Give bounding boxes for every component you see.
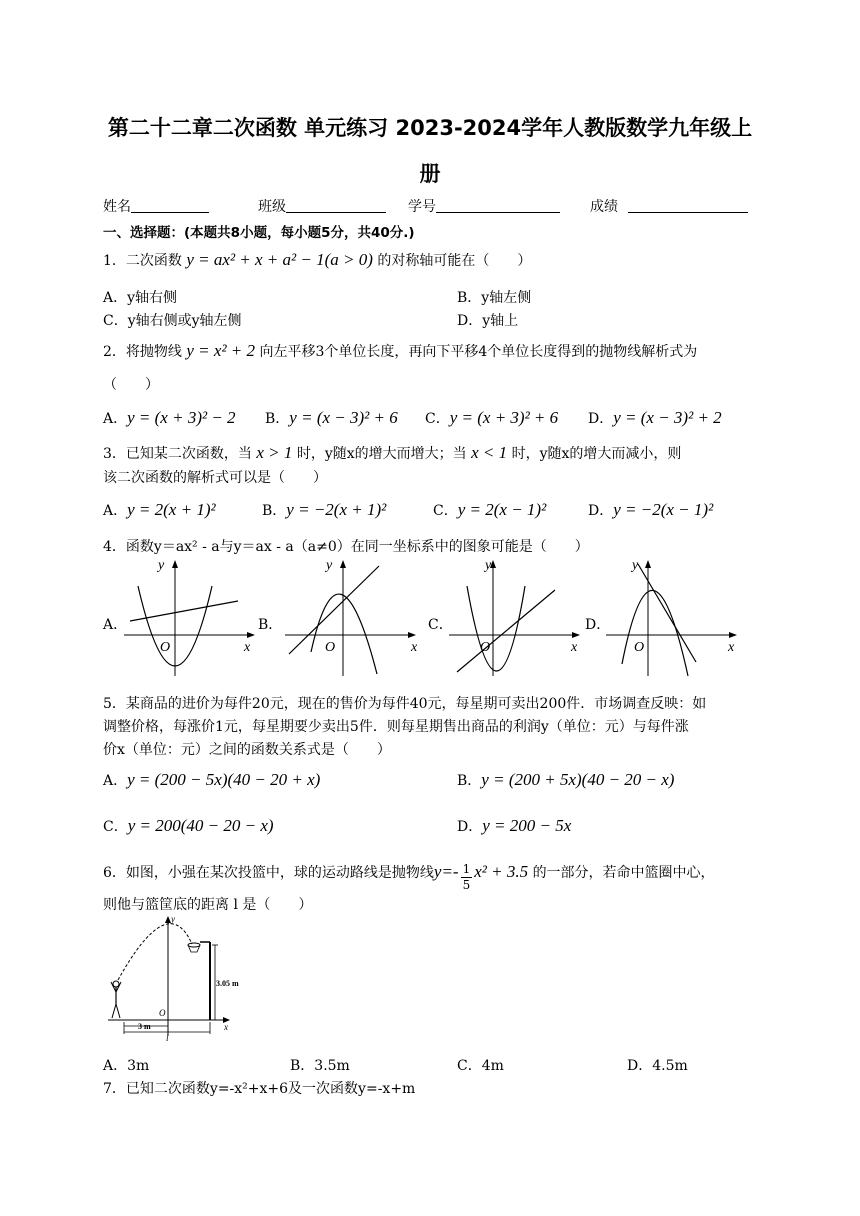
- q6-line2: 则他与篮筐底的距离 l 是（ ）: [103, 897, 313, 913]
- score-blank[interactable]: [628, 198, 748, 213]
- page-title: 第二十二章二次函数 单元练习 2023-2024学年人教版数学九年级上: [107, 116, 753, 140]
- q1-option-a[interactable]: A．y轴右侧: [103, 290, 178, 306]
- q5-option-c[interactable]: C．y = 200(40 − 20 − x): [103, 816, 274, 835]
- q6-fraction: $\frac{1}{5}$: [462, 862, 471, 892]
- question-1: 1．二次函数 y = ax² + x + a² − 1(a > 0) 的对称轴可能在（ ）: [103, 250, 532, 269]
- name-blank[interactable]: [131, 198, 209, 213]
- parabola: [467, 586, 525, 671]
- l-label: l: [166, 1033, 169, 1043]
- class-field: [258, 196, 386, 216]
- q4-option-d-label[interactable]: D．: [585, 617, 611, 633]
- x-label: x: [571, 640, 578, 655]
- q3-option-c[interactable]: C．y = 2(x − 1)²: [433, 500, 547, 519]
- name-field: [103, 196, 209, 216]
- q2-option-b[interactable]: B．y = (x − 3)² + 6: [265, 408, 398, 427]
- q1-option-d[interactable]: D．y轴上: [457, 313, 519, 329]
- x-label: x: [728, 640, 735, 655]
- q4-graph-c[interactable]: [447, 556, 587, 681]
- q5-option-d[interactable]: D．y = 200 − 5x: [457, 816, 572, 835]
- q4-graph-b[interactable]: [283, 556, 423, 681]
- y-label: y: [158, 558, 165, 573]
- q5-option-a[interactable]: A．y = (200 − 5x)(40 − 20 + x): [103, 770, 321, 789]
- x-label: x: [411, 640, 418, 655]
- x-label: x: [244, 640, 251, 655]
- q2-option-a[interactable]: A．y = (x + 3)² − 2: [103, 408, 236, 427]
- question-5: 5．某商品的进价为每件20元，现在的售价为每件40元，每星期可卖出200件．市场调查反映：如: [103, 696, 707, 712]
- q4-option-a-label[interactable]: A．: [103, 617, 128, 633]
- player-icon: [111, 981, 121, 1018]
- q6-option-b[interactable]: B．3.5m: [290, 1058, 350, 1074]
- basket-icon: [188, 942, 210, 1020]
- y-label: y: [632, 558, 639, 573]
- question-7: 7．已知二次函数y=-x²+x+6及一次函数y=-x+m: [103, 1081, 416, 1097]
- line-graph: [130, 601, 238, 621]
- y-label: y: [171, 914, 175, 924]
- q4-graph-d[interactable]: [604, 556, 744, 681]
- y-axis-arrow-icon: [172, 560, 178, 568]
- q4-option-c-label[interactable]: C．: [428, 617, 453, 633]
- q2-paren: （ ）: [103, 377, 159, 393]
- section-heading: 一、选择题：(本题共8小题，每小题5分，共40分.): [103, 225, 415, 241]
- q6-option-d[interactable]: D．4.5m: [627, 1058, 688, 1074]
- number-label: 学号: [408, 199, 436, 215]
- x-axis-arrow-icon: [572, 632, 580, 638]
- origin-label: O: [325, 640, 336, 655]
- score-label: 成绩: [590, 199, 618, 215]
- question-4: 4．函数y＝ax² - a与y＝ax - a（a≠0）在同一坐标系中的图象可能是（ ）: [103, 539, 589, 555]
- name-label: 姓名: [103, 199, 131, 215]
- number-field: [408, 196, 560, 216]
- origin-label: O: [159, 1008, 166, 1018]
- y-label: y: [485, 558, 492, 573]
- question-2: 2．将抛物线 y = x² + 2 向左平移3个单位长度，再向下平移4个单位长度得到的抛物线解析式为: [103, 341, 698, 360]
- q6-option-a[interactable]: A．3m: [103, 1058, 150, 1074]
- q2-formula: y = x² + 2: [186, 341, 256, 360]
- q2-option-d[interactable]: D．y = (x − 3)² + 2: [588, 408, 722, 427]
- q5-line3: 价x（单位：元）之间的函数关系式是（ ）: [103, 742, 391, 758]
- x-axis-arrow-icon: [408, 632, 416, 638]
- y-label: y: [326, 558, 333, 573]
- origin-label: O: [160, 640, 171, 655]
- x-axis-arrow-icon: [729, 632, 737, 638]
- height-label: 3.05 m: [216, 979, 239, 988]
- q3-option-b[interactable]: B．y = −2(x + 1)²: [262, 500, 387, 519]
- question-6: 6．如图，小强在某次投篮中，球的运动路线是抛物线y=- $\frac{1}{5}$ x² + 3.5 的一部分，若命中篮圈中心，: [103, 862, 715, 892]
- origin-label: O: [634, 640, 645, 655]
- q1-formula: y = ax² + x + a² − 1(a > 0): [186, 250, 373, 269]
- x-axis-arrow-icon: [247, 632, 255, 638]
- x-label: x: [224, 1022, 228, 1032]
- number-blank[interactable]: [436, 198, 560, 213]
- q6-option-c[interactable]: C．4m: [457, 1058, 504, 1074]
- q4-graph-a[interactable]: [122, 556, 262, 681]
- q3-option-a[interactable]: A．y = 2(x + 1)²: [103, 500, 216, 519]
- origin-label: O: [480, 640, 491, 655]
- y-axis-arrow-icon: [645, 560, 651, 568]
- q2-option-c[interactable]: C．y = (x + 3)² + 6: [425, 408, 559, 427]
- question-3: 3．已知某二次函数，当 x > 1 时，y随x的增大而增大；当 x < 1 时，y随x的增大而减小，则: [103, 443, 682, 462]
- q5-line2: 调整价格，每涨价1元，每星期要少卖出5件．则每星期售出商品的利润y（单位：元）与每件涨: [103, 719, 689, 735]
- score-field: [590, 196, 748, 216]
- q1-option-b[interactable]: B．y轴左侧: [457, 290, 532, 306]
- line-graph: [638, 564, 696, 662]
- parabola: [311, 594, 377, 674]
- ball-path: [118, 924, 192, 980]
- page-title-continued: 册: [419, 162, 441, 186]
- q3-option-d[interactable]: D．y = −2(x − 1)²: [588, 500, 714, 519]
- q6-basketball-figure: [104, 912, 239, 1043]
- class-blank[interactable]: [286, 198, 386, 213]
- parabola: [622, 590, 688, 676]
- class-label: 班级: [258, 199, 286, 215]
- line-graph: [457, 590, 555, 672]
- q4-option-b-label[interactable]: B．: [258, 617, 283, 633]
- dist-label: 3 m: [138, 1022, 151, 1031]
- q5-option-b[interactable]: B．y = (200 + 5x)(40 − 20 − x): [457, 770, 675, 789]
- q1-option-c[interactable]: C．y轴右侧或y轴左侧: [103, 313, 242, 329]
- q3-line2: 该二次函数的解析式可以是（ ）: [103, 470, 327, 486]
- y-axis-arrow-icon: [340, 560, 346, 568]
